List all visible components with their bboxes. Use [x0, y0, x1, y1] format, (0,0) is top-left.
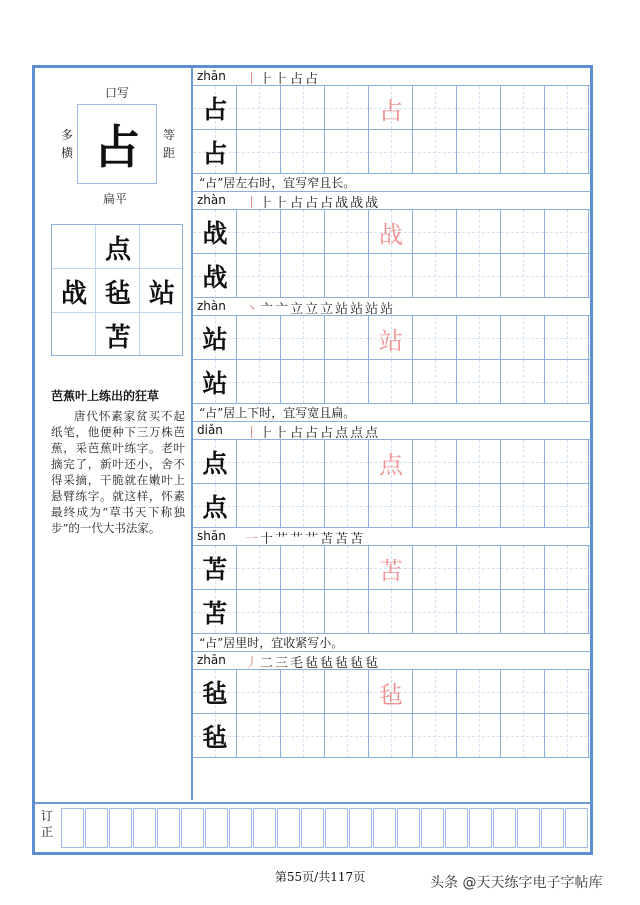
practice-cell[interactable]	[281, 484, 325, 527]
model-character: 站	[202, 368, 228, 398]
correction-cell[interactable]	[421, 808, 444, 848]
practice-cell[interactable]	[237, 440, 281, 483]
practice-cell[interactable]	[325, 254, 369, 297]
stroke-step: ⺊	[260, 426, 276, 441]
correction-row	[35, 802, 591, 854]
practice-cell[interactable]	[325, 86, 369, 129]
pinyin-row	[193, 192, 591, 210]
stroke-step: 毡	[305, 656, 321, 671]
model-character: 点	[202, 448, 228, 478]
practice-grid-row	[193, 316, 591, 360]
practice-cell[interactable]	[501, 254, 545, 297]
correction-cell[interactable]	[277, 808, 300, 848]
practice-cell[interactable]	[501, 86, 545, 129]
practice-cell[interactable]	[369, 130, 413, 173]
combo-center-char: 毡	[104, 278, 131, 309]
stroke-order	[245, 528, 365, 547]
correction-cell[interactable]	[61, 808, 84, 848]
trace-character: 战	[379, 220, 403, 249]
practice-cell[interactable]	[369, 254, 413, 297]
practice-cell[interactable]	[413, 670, 457, 713]
practice-cell[interactable]	[325, 484, 369, 527]
model-character: 毡	[202, 722, 228, 752]
correction-cell[interactable]	[133, 808, 156, 848]
practice-cell[interactable]	[281, 130, 325, 173]
practice-cell[interactable]	[457, 590, 501, 633]
practice-cell[interactable]	[501, 130, 545, 173]
stroke-order	[245, 298, 395, 317]
practice-cell[interactable]	[413, 546, 457, 589]
stroke-step: ⺊	[260, 196, 276, 211]
stroke-step: 立	[290, 302, 306, 317]
story-title: 芭蕉叶上练出的狂草	[51, 389, 160, 403]
story-text: 唐代怀素家贫买不起纸笔，他便种下三万株芭蕉，采芭蕉叶练字。老叶摘完了，新叶还小，舍不得采摘，干脆就在嫩叶上悬臂练字。就这样，怀素最终成为“草书天下称独步”的一代大书法家。	[51, 409, 185, 535]
model-character: 苫	[202, 554, 228, 584]
practice-cell[interactable]	[501, 210, 545, 253]
practice-cell[interactable]	[325, 670, 369, 713]
practice-cell[interactable]	[325, 714, 369, 757]
practice-cell[interactable]	[237, 546, 281, 589]
stroke-order	[245, 192, 380, 211]
practice-cell[interactable]	[545, 714, 589, 757]
combo-bottom-char: 苫	[104, 322, 131, 353]
stroke-step: 亠	[260, 302, 276, 317]
practice-cell[interactable]	[237, 130, 281, 173]
left-column	[35, 68, 193, 800]
practice-sheet	[32, 65, 593, 855]
correction-cell[interactable]	[565, 808, 588, 848]
practice-grid-row	[193, 130, 591, 174]
model-character: 战	[202, 218, 228, 248]
practice-cell[interactable]	[325, 360, 369, 403]
stroke-step: 丨	[245, 196, 261, 211]
model-character: 苫	[202, 598, 228, 628]
practice-cell[interactable]	[457, 254, 501, 297]
practice-cell[interactable]	[457, 130, 501, 173]
stroke-step: 占	[290, 426, 306, 441]
stroke-step: 占	[290, 196, 306, 211]
practice-cell[interactable]	[545, 316, 589, 359]
correction-cell[interactable]	[373, 808, 396, 848]
practice-cell[interactable]	[545, 546, 589, 589]
practice-cell[interactable]	[457, 86, 501, 129]
stroke-step: 三	[275, 656, 291, 671]
practice-cell[interactable]	[413, 130, 457, 173]
practice-cell[interactable]	[457, 440, 501, 483]
model-character: 占	[202, 94, 228, 124]
practice-cell[interactable]	[325, 590, 369, 633]
stroke-step: ⺊	[260, 72, 276, 87]
trace-character: 点	[379, 450, 403, 479]
correction-label: 订正	[41, 809, 54, 839]
practice-grid-row	[193, 440, 591, 484]
practice-cell[interactable]	[545, 130, 589, 173]
correction-cell[interactable]	[229, 808, 252, 848]
hint-bottom: 扁平	[103, 192, 128, 206]
stroke-step: 站	[350, 302, 366, 317]
practice-cell[interactable]	[545, 86, 589, 129]
stroke-step: 占	[305, 72, 321, 87]
combination-grid	[51, 224, 183, 356]
stroke-step: 毛	[290, 656, 306, 671]
practice-cell[interactable]	[413, 86, 457, 129]
practice-cell[interactable]	[369, 484, 413, 527]
practice-grid-row	[193, 484, 591, 528]
practice-grid-row	[193, 546, 591, 590]
model-character: 站	[202, 324, 228, 354]
practice-cell[interactable]	[501, 484, 545, 527]
pinyin-label: zhān	[197, 653, 226, 667]
hint-left-2: 横	[61, 146, 74, 160]
pinyin-row	[193, 528, 591, 546]
stroke-step: 丨	[245, 72, 261, 87]
correction-cell[interactable]	[493, 808, 516, 848]
pinyin-row	[193, 68, 591, 86]
correction-cell[interactable]	[85, 808, 108, 848]
practice-cell[interactable]	[369, 360, 413, 403]
hint-top: 口写	[105, 86, 130, 100]
trace-character: 占	[379, 96, 403, 125]
page-number: 第55页/共117页	[274, 870, 366, 884]
practice-cell[interactable]	[501, 360, 545, 403]
practice-cell[interactable]	[281, 86, 325, 129]
stroke-order	[245, 652, 380, 671]
practice-cell[interactable]	[413, 440, 457, 483]
practice-cell[interactable]	[237, 670, 281, 713]
practice-cell[interactable]	[237, 86, 281, 129]
practice-cell[interactable]	[413, 484, 457, 527]
stroke-step: ⺊	[275, 196, 291, 211]
hint-left-1: 多	[61, 128, 74, 142]
practice-grid-row	[193, 590, 591, 634]
correction-cell[interactable]	[253, 808, 276, 848]
stroke-step: 立	[305, 302, 321, 317]
stroke-step: 站	[365, 302, 381, 317]
practice-cell[interactable]	[281, 316, 325, 359]
practice-cell[interactable]	[413, 210, 457, 253]
practice-cell[interactable]	[457, 360, 501, 403]
watermark: 头条 @天天练字电子字帖库	[430, 875, 603, 891]
stroke-step: 毡	[320, 656, 336, 671]
pinyin-row	[193, 298, 591, 316]
stroke-step: 占	[305, 426, 321, 441]
structure-note: “占”居上下时，宜写宽且扁。	[193, 404, 591, 422]
practice-cell[interactable]	[237, 484, 281, 527]
model-character: 占	[202, 138, 228, 168]
practice-grid-row	[193, 670, 591, 714]
combo-left-char: 战	[60, 278, 87, 309]
stroke-step: 苫	[335, 532, 351, 547]
correction-cell[interactable]	[301, 808, 324, 848]
practice-cell[interactable]	[545, 254, 589, 297]
stroke-step: 丿	[245, 656, 261, 671]
practice-cell[interactable]	[281, 360, 325, 403]
stroke-step: 艹	[305, 532, 321, 547]
practice-cell[interactable]	[457, 670, 501, 713]
model-character: 点	[202, 492, 228, 522]
correction-cell[interactable]	[157, 808, 180, 848]
trace-character: 苫	[379, 556, 403, 585]
practice-cell[interactable]	[325, 210, 369, 253]
model-character: 毡	[202, 678, 228, 708]
stroke-step: 艹	[275, 532, 291, 547]
pinyin-row	[193, 652, 591, 670]
practice-cell[interactable]	[545, 670, 589, 713]
stroke-step: 占	[320, 426, 336, 441]
pinyin-label: zhān	[197, 69, 226, 83]
practice-cell[interactable]	[457, 484, 501, 527]
practice-cell[interactable]	[413, 590, 457, 633]
practice-cell[interactable]	[501, 590, 545, 633]
correction-cell[interactable]	[445, 808, 468, 848]
stroke-step: 十	[260, 532, 276, 547]
hint-right-1: 等	[163, 128, 176, 142]
correction-cell[interactable]	[349, 808, 372, 848]
practice-cell[interactable]	[457, 546, 501, 589]
stroke-step: 艹	[290, 532, 306, 547]
practice-cell[interactable]	[501, 316, 545, 359]
structure-note: “占”居左右时，宜写窄且长。	[193, 174, 591, 192]
stroke-order	[245, 422, 380, 441]
stroke-step: 占	[320, 196, 336, 211]
practice-cell[interactable]	[501, 546, 545, 589]
practice-cell[interactable]	[545, 484, 589, 527]
practice-cell[interactable]	[501, 670, 545, 713]
stroke-step: 站	[335, 302, 351, 317]
practice-cell[interactable]	[501, 440, 545, 483]
stroke-step: 点	[335, 426, 351, 441]
practice-cell[interactable]	[457, 714, 501, 757]
pinyin-label: zhàn	[197, 299, 226, 313]
practice-cell[interactable]	[325, 546, 369, 589]
practice-grid-row	[193, 254, 591, 298]
practice-cell[interactable]	[545, 210, 589, 253]
pinyin-label: zhàn	[197, 193, 226, 207]
practice-cell[interactable]	[325, 130, 369, 173]
model-character: 战	[202, 262, 228, 292]
correction-cell[interactable]	[181, 808, 204, 848]
trace-character: 毡	[379, 680, 403, 709]
stroke-step: 占	[290, 72, 306, 87]
stroke-step: 毡	[365, 656, 381, 671]
practice-cell[interactable]	[545, 360, 589, 403]
correction-cell[interactable]	[517, 808, 540, 848]
practice-cell[interactable]	[457, 316, 501, 359]
trace-character: 站	[379, 326, 403, 355]
practice-cell[interactable]	[413, 254, 457, 297]
practice-cell[interactable]	[501, 714, 545, 757]
practice-cell[interactable]	[545, 590, 589, 633]
practice-cell[interactable]	[237, 714, 281, 757]
stroke-step: 苫	[320, 532, 336, 547]
practice-cell[interactable]	[369, 590, 413, 633]
structure-note: “占”居里时，宜收紧写小。	[193, 634, 591, 652]
practice-cell[interactable]	[413, 316, 457, 359]
practice-cell[interactable]	[281, 210, 325, 253]
main-character: 占	[77, 104, 157, 184]
practice-grid-row	[193, 360, 591, 404]
correction-cell[interactable]	[541, 808, 564, 848]
stroke-order	[245, 68, 320, 87]
practice-cell[interactable]	[413, 360, 457, 403]
practice-cell[interactable]	[281, 440, 325, 483]
stroke-step: 点	[350, 426, 366, 441]
practice-cell[interactable]	[325, 440, 369, 483]
practice-cell[interactable]	[281, 590, 325, 633]
stroke-step: 占	[305, 196, 321, 211]
pinyin-label: shān	[197, 529, 226, 543]
practice-cell[interactable]	[457, 210, 501, 253]
practice-cell[interactable]	[325, 316, 369, 359]
correction-cell[interactable]	[469, 808, 492, 848]
practice-cell[interactable]	[237, 360, 281, 403]
stroke-step: 二	[260, 656, 276, 671]
stroke-step: 站	[380, 302, 396, 317]
stroke-step: 毡	[335, 656, 351, 671]
stroke-step: 丶	[245, 302, 261, 317]
practice-cell[interactable]	[237, 590, 281, 633]
pinyin-row	[193, 422, 591, 440]
stroke-step: ⺊	[275, 426, 291, 441]
practice-cell[interactable]	[545, 440, 589, 483]
combo-right-char: 站	[148, 278, 175, 309]
stroke-step: 苫	[350, 532, 366, 547]
practice-cell[interactable]	[413, 714, 457, 757]
stroke-step: 点	[365, 426, 381, 441]
practice-cell[interactable]	[281, 546, 325, 589]
practice-grid-row	[193, 714, 591, 758]
stroke-step: 立	[320, 302, 336, 317]
practice-cell[interactable]	[237, 254, 281, 297]
practice-cell[interactable]	[369, 714, 413, 757]
correction-cell[interactable]	[325, 808, 348, 848]
practice-cell[interactable]	[281, 254, 325, 297]
practice-cell[interactable]	[281, 670, 325, 713]
combo-top-char: 点	[104, 234, 131, 265]
stroke-step: 一	[245, 532, 261, 547]
stroke-step: 战	[350, 196, 366, 211]
stroke-step: 亠	[275, 302, 291, 317]
correction-cell[interactable]	[397, 808, 420, 848]
practice-cell[interactable]	[237, 210, 281, 253]
stroke-step: 战	[335, 196, 351, 211]
practice-grid-row	[193, 86, 591, 130]
stroke-step: 战	[365, 196, 381, 211]
hint-right-2: 距	[163, 146, 176, 160]
practice-cell[interactable]	[281, 714, 325, 757]
pinyin-label: diǎn	[197, 423, 223, 437]
stroke-step: ⺊	[275, 72, 291, 87]
stroke-step: 毡	[350, 656, 366, 671]
practice-cell[interactable]	[237, 316, 281, 359]
correction-cell[interactable]	[205, 808, 228, 848]
correction-cell[interactable]	[109, 808, 132, 848]
practice-grid-row	[193, 210, 591, 254]
stroke-step: 丨	[245, 426, 261, 441]
